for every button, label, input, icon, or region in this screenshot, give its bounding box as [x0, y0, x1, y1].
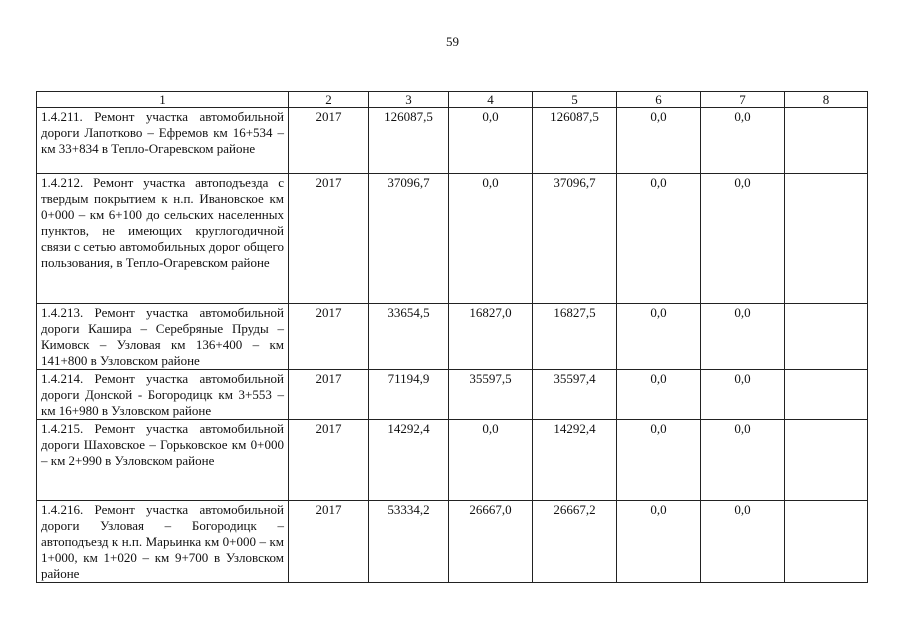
row-col-3: 126087,5 — [369, 108, 449, 174]
header-cell-3: 3 — [369, 92, 449, 108]
row-col-8 — [785, 108, 868, 174]
row-col-8 — [785, 501, 868, 583]
row-col-6: 0,0 — [617, 174, 701, 304]
row-col-3: 33654,5 — [369, 304, 449, 370]
table-row — [37, 304, 868, 370]
row-col-7: 0,0 — [701, 174, 785, 304]
row-col-7: 0,0 — [701, 501, 785, 583]
row-col-4: 26667,0 — [449, 501, 533, 583]
table-row — [37, 370, 868, 420]
row-col-3: 71194,9 — [369, 370, 449, 420]
data-table — [36, 91, 868, 583]
row-year: 2017 — [289, 304, 369, 370]
table-row — [37, 420, 868, 501]
row-col-4: 16827,0 — [449, 304, 533, 370]
row-year: 2017 — [289, 370, 369, 420]
row-col-4: 35597,5 — [449, 370, 533, 420]
row-col-6: 0,0 — [617, 420, 701, 501]
header-cell-5: 5 — [533, 92, 617, 108]
row-description: 1.4.215. Ремонт участка автомобильной дороги Шаховское – Горьковское км 0+000 – км 2+990 в Узловском районе — [37, 420, 289, 501]
row-year: 2017 — [289, 420, 369, 501]
header-row — [37, 92, 868, 108]
row-col-8 — [785, 370, 868, 420]
row-col-8 — [785, 420, 868, 501]
row-col-6: 0,0 — [617, 501, 701, 583]
row-description: 1.4.213. Ремонт участка автомобильной дороги Кашира – Серебряные Пруды – Кимовск – Узловая км 136+400 – км 141+800 в Узловском районе — [37, 304, 289, 370]
row-col-4: 0,0 — [449, 108, 533, 174]
row-col-7: 0,0 — [701, 304, 785, 370]
row-year: 2017 — [289, 174, 369, 304]
row-col-7: 0,0 — [701, 108, 785, 174]
row-col-8 — [785, 304, 868, 370]
row-description: 1.4.214. Ремонт участка автомобильной дороги Донской - Богородицк км 3+553 – км 16+980 в Узловском районе — [37, 370, 289, 420]
row-col-5: 26667,2 — [533, 501, 617, 583]
row-col-3: 53334,2 — [369, 501, 449, 583]
row-col-7: 0,0 — [701, 370, 785, 420]
row-year: 2017 — [289, 108, 369, 174]
row-col-5: 37096,7 — [533, 174, 617, 304]
row-description: 1.4.211. Ремонт участка автомобильной дороги Лапотково – Ефремов км 16+534 – км 33+834 в Тепло-Огаревском районе — [37, 108, 289, 174]
header-cell-1: 1 — [37, 92, 289, 108]
row-col-3: 37096,7 — [369, 174, 449, 304]
row-col-5: 126087,5 — [533, 108, 617, 174]
row-description: 1.4.216. Ремонт участка автомобильной дороги Узловая – Богородицк – автоподъезд к н.п. Марьинка км 0+000 – км 1+000, км 1+020 – км 9+700 в Узловском районе — [37, 501, 289, 583]
row-col-6: 0,0 — [617, 108, 701, 174]
header-cell-6: 6 — [617, 92, 701, 108]
row-col-5: 35597,4 — [533, 370, 617, 420]
row-col-8 — [785, 174, 868, 304]
table-row — [37, 108, 868, 174]
row-year: 2017 — [289, 501, 369, 583]
row-col-4: 0,0 — [449, 420, 533, 501]
row-col-4: 0,0 — [449, 174, 533, 304]
row-col-7: 0,0 — [701, 420, 785, 501]
row-col-6: 0,0 — [617, 304, 701, 370]
header-cell-8: 8 — [785, 92, 868, 108]
header-cell-2: 2 — [289, 92, 369, 108]
header-cell-7: 7 — [701, 92, 785, 108]
table-row — [37, 501, 868, 583]
header-cell-4: 4 — [449, 92, 533, 108]
page-number: 59 — [446, 34, 459, 49]
row-col-5: 16827,5 — [533, 304, 617, 370]
row-description: 1.4.212. Ремонт участка автоподъезда с твердым покрытием к н.п. Ивановское км 0+000 – км 6+100 до сельских населенных пунктов, не имеющих круглогодичной связи с сетью автомобильных дорог общего пользования, в Тепло-Огаревском районе — [37, 174, 289, 304]
row-col-5: 14292,4 — [533, 420, 617, 501]
table-row — [37, 174, 868, 304]
row-col-3: 14292,4 — [369, 420, 449, 501]
row-col-6: 0,0 — [617, 370, 701, 420]
